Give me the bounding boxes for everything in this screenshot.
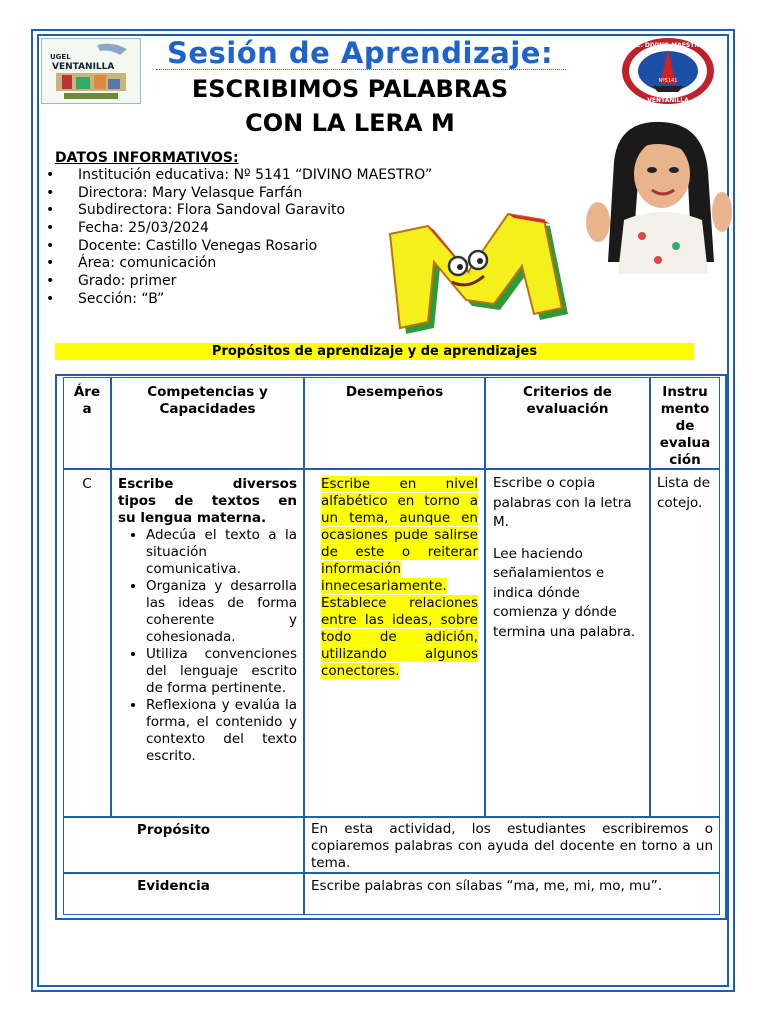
header-instrumento: Instru mento de evalua ción [650, 377, 720, 469]
cell-area [63, 469, 111, 817]
header-criterios: Criterios de evaluación [485, 377, 650, 469]
cell-competencias [111, 469, 304, 817]
competencia-title: Escribe diversos tipos de textos en su lengua materna. [118, 476, 297, 526]
evidencia-label: Evidencia [63, 873, 304, 915]
datos-item: • Directora: Mary Velasque Farfán [46, 184, 303, 201]
proposito-text: En esta actividad, los estudiantes escribiremos o copiaremos palabras con ayuda del docente en torno a un tema. [304, 817, 720, 873]
school-logo-number: Nº5141 [658, 78, 678, 84]
datos-item: • Docente: Castillo Venegas Rosario [46, 237, 318, 254]
capacidad-item: • Adecúa el texto a la situación comunicativa. [146, 527, 297, 578]
datos-heading: DATOS INFORMATIVOS: [55, 150, 239, 166]
subtitle-line-2: CON LA LERA M [245, 109, 455, 137]
cell-criterios [485, 469, 650, 817]
capacidad-item: • Utiliza convenciones del lenguaje escrito de forma pertinente. [146, 646, 297, 697]
instrumento-text: Lista de cotejo. [657, 475, 711, 511]
datos-item: • Sección: “B” [46, 290, 165, 307]
area-value: C [82, 476, 92, 492]
datos-item: • Fecha: 25/03/2024 [46, 220, 209, 237]
ugel-letters: UGEL [50, 53, 71, 61]
datos-item: • Área: comunicación [46, 255, 217, 272]
header-competencias: Competencias y Capacidades [111, 377, 304, 469]
title-underline [156, 69, 566, 70]
subtitle-line-1: ESCRIBIMOS PALABRAS [191, 75, 509, 103]
datos-item: • Grado: primer [46, 273, 177, 290]
school-logo-city: VENTANILLA [647, 97, 689, 104]
desempeno-text: Escribe en nivel alfabético en torno a un tema, aunque en ocasiones pude salirse de este o reiterar información innecesariamente. Establece relaciones entre las ideas, sobre todo de adición, utilizando algunos conectores. [321, 476, 478, 679]
ugel-logo [41, 38, 141, 104]
proposito-label: Propósito [63, 817, 304, 873]
page-title: Sesión de Aprendizaje: [166, 36, 554, 70]
teacher-illustration [584, 112, 734, 274]
cell-desempenos [304, 469, 485, 817]
evidencia-text: Escribe palabras con sílabas “ma, me, mi, mo, mu”. [304, 873, 720, 915]
capacidad-item: • Organiza y desarrolla las ideas de forma coherente y cohesionada. [146, 578, 297, 646]
header-area: Áre a [63, 377, 111, 469]
datos-item: • Institución educativa: Nº 5141 “DIVINO MAESTRO” [46, 167, 433, 183]
ventanilla-text: VENTANILLA [52, 62, 115, 72]
capacidades-list [118, 527, 297, 765]
purpose-bar: Propósitos de aprendizaje y de aprendizajes [55, 343, 694, 360]
school-logo [620, 36, 716, 106]
criterio-item: Escribe o copia palabras con la letra M. [493, 475, 632, 530]
school-logo-name: I.E. DIVINO MAESTRO [631, 42, 705, 49]
page-subtitle [150, 72, 550, 140]
criterio-item: Lee haciendo señalamientos e indica dónde comienza y dónde termina una palabra. [493, 545, 636, 640]
header-desempenos: Desempeños [304, 377, 485, 469]
capacidad-item: • Reflexiona y evalúa la forma, el contenido y contexto del texto escrito. [146, 697, 297, 765]
cell-instrumento [650, 469, 720, 817]
letter-m-illustration [372, 210, 594, 338]
datos-item: • Subdirectora: Flora Sandoval Garavito [46, 202, 346, 219]
